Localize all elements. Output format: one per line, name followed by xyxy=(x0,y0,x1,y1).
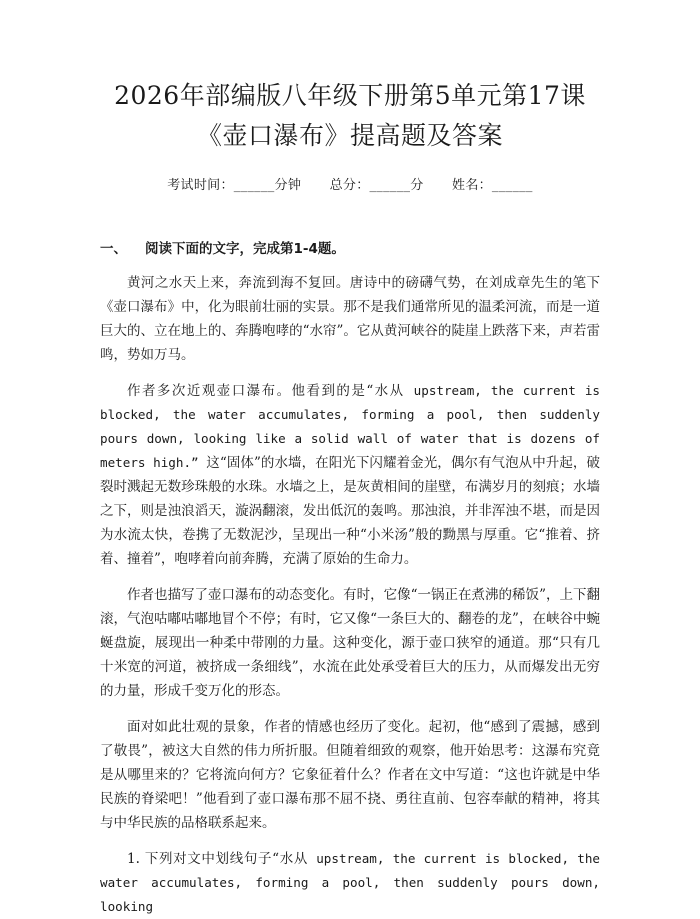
question-1 xyxy=(100,847,600,919)
section-title: 阅读下面的文字，完成第1-4题。 xyxy=(145,241,345,257)
reading-paragraph-3: 作者也描写了壶口瀑布的动态变化。有时，它像“一锅正在煮沸的稀饭”，上下翻滚，气泡咕嘟咕嘟地冒个不停；有时，它又像“一条巨大的、翻卷的龙”，在峡谷中蜿蜒盘旋，展现出一种柔中带刚的力量。这种变化，源于壶口狭窄的通道。那“只有几十米宽的河道，被挤成一条细线”，水流在此处承受着巨大的压力，从而爆发出无穷的力量，形成千变万化的形态。 xyxy=(100,587,600,699)
title-line-2: 《壶口瀑布》提高题及答案 xyxy=(196,121,503,150)
paragraph-2-body: 这“固体”的水墙，在阳光下闪耀着金光，偶尔有气泡从中升起，破裂时溅起无数珍珠般的水珠。水墙之上，是灰黄相间的崖壁，布满岁月的刻痕；水墙之下，则是浊浪滔天，漩涡翻滚，发出低沉的轰鸣。那浊浪，并非浑浊不堪，而是因为水流太快，卷携了无数泥沙，呈现出一种“小米汤”般的黝黑与厚重。它“推着、挤着、撞着”，咆哮着向前奔腾，充满了原始的生命力。 xyxy=(100,455,600,567)
section-heading xyxy=(100,237,600,257)
total-score: 总分：______分 xyxy=(329,178,424,193)
paragraph-2-intro: 作者多次近观壶口瀑布。他看到的是“水从 xyxy=(127,383,405,399)
reading-paragraph-1: 黄河之水天上来，奔流到海不复回。唐诗中的磅礴气势，在刘成章先生的笔下《壶口瀑布》中，化为眼前壮丽的实景。那不是我们通常所见的温柔河流，而是一道巨大的、立在地上的、奔腾咆哮的“水帘”。它从黄河峡谷的陡崖上跌落下来，声若雷鸣，势如万马。 xyxy=(100,275,600,363)
exam-time: 考试时间：______分钟 xyxy=(167,178,302,193)
exam-info xyxy=(100,174,600,193)
reading-paragraph-4: 面对如此壮观的景象，作者的情感也经历了变化。起初，他“感到了震撼，感到了敬畏”，被这大自然的伟力所折服。但随着细致的观察，他开始思考：这瀑布究竟是从哪里来的？它将流向何方？它象征着什么？作者在文中写道：“这也许就是中华民族的脊梁吧！”他看到了壶口瀑布那不屈不挠、勇往直前、包容奉献的精神，将其与中华民族的品格联系起来。 xyxy=(100,719,600,831)
section-number: 一、 xyxy=(100,241,127,257)
reading-paragraph-2 xyxy=(100,379,600,571)
question-1-prefix: 1. 下列对文中划线句子“水从 xyxy=(127,851,308,867)
paragraph-2-english-quote: upstream, the current is blocked, the water accumulates, forming a pool, then suddenly pours down, looking like a solid wall of water that is dozens of meters high.” xyxy=(100,383,600,470)
document-title xyxy=(100,0,600,156)
question-1-english-quote: upstream, the current is blocked, the water accumulates, forming a pool, then suddenly pours down, looking xyxy=(100,851,601,914)
title-line-1: 2026年部编版八年级下册第5单元第17课 xyxy=(114,81,586,110)
student-name: 姓名：______ xyxy=(452,178,533,193)
